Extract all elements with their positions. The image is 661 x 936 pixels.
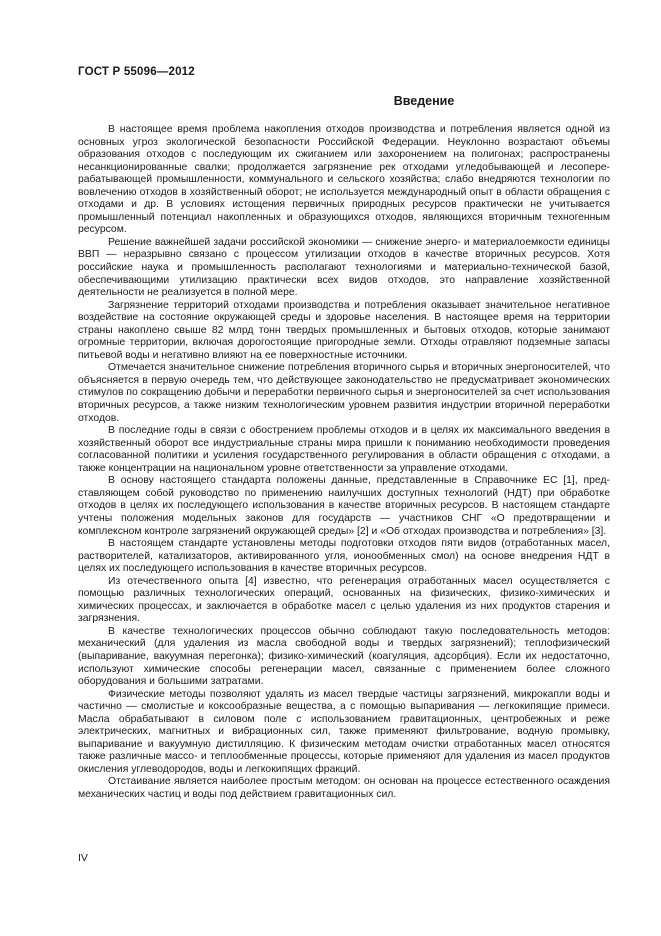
paragraph: Физические методы позволяют удалять из масел твердые частицы загрязнений, микрокапли воды и частично — смолистые и коксообразные вещества, а с помощью выпаривания — легкокипящие примеси. Масла обрабатывают в силовом поле с использованием гравитационных, центробежных и реже электрических, магнитных и вибрационных сил, также применяют фильтрование, водную промывку, выпаривание и вакуумную дистилляцию. К физическим методам очистки отработанных масел относятся также различные массо- и теплообменные процессы, которые применяют для удаления из масел продуктов окисления углеводородов, воды и легкокипящих фракций. xyxy=(78,688,610,775)
paragraph: Отмечается значительное снижение потребления вторичного сырья и вторичных энергоносителей, что объясняется в первую очередь тем, что действующее законодательство не предусматривает экономических стимулов по сокращению добычи и переработки первичного сырья и энергоносителей за счет использования вторичных ресурсов, а также низким технологическим уровнем развития индустрии вторичной переработки отходов. xyxy=(78,362,610,424)
paragraph: Из отечественного опыта [4] известно, что регенерация отработанных масел осуществляется с помощью различных технологических операций, основанных на физических, физико-химических и химических процессах, и заключается в обработке масел с целью удаления из них продуктов старения и загрязнения. xyxy=(78,575,610,625)
page-number: IV xyxy=(78,852,88,864)
paragraph: Решение важнейшей задачи российской экономики — снижение энерго- и материалоемкости единицы ВВП — неразрывно связано с процессом утилизации отходов в качестве вторичных ресурсов. Хотя российские наука и промышленность располагают технологиями и материально-технической базой, обеспечивающими утилизацию практически всех видов отходов, это направление хозяйственной деятельности не реализуется в полной мере. xyxy=(78,236,610,299)
paragraph: В основу настоящего стандарта положены данные, представленные в Справочнике ЕС [1], представляющем собой руководство по применению наилучших доступных технологий (НДТ) при обработке отходов в целях их последующего использования в качестве вторичных ресурсов. В настоящем стандарте учтены положения модельных законов для государств — участников СНГ «О предотвращении и комплексном контроле загрязнений окружающей среды» [2] и «Об отходах производства и потребления» [3]. xyxy=(78,475,610,537)
paragraph: В настоящее время проблема накопления отходов производства и потребления является одной из основных угроз экологической безопасности Российской Федерации. Неуклонно возрастают объемы образования отходов с последующим их сжиганием или захоронением на полигонах; распространены несанкционированные свалки; продолжается загрязнение рек отходами угледобывающей и лесоперерабатывающей промышленности, коммунального и сельского хозяйства; слабо внедряются технологии по вовлечению отходов в хозяйственный оборот; не используется международный опыт в области обращения с отходами и др. В условиях истощения первичных природных ресурсов практически не учитывается промышленный потенциал накопленных и образующихся отходов, являющихся вторичным техногенным ресурсом. xyxy=(78,124,610,236)
paragraph: Отстаивание является наиболее простым методом: он основан на процессе естественного осаждения механических частиц и воды под действием гравитационных сил. xyxy=(78,776,610,800)
paragraph: В качестве технологических процессов обычно соблюдают такую последовательность методов: механический (для удаления из масла свободной воды и твердых загрязнений); теплофизический (выпаривание, вакуумная перегонка); физико-химический (коагуляция, адсорбция). Если их недостаточно, используют химические способы регенерации масел, связанные с применением более сложного оборудования и большими затратами. xyxy=(78,625,610,688)
paragraph: Загрязнение территорий отходами производства и потребления оказывает значительное негативное воздействие на состояние окружающей среды и здоровье населения. В настоящее время на территории страны накоплено свыше 82 млрд тонн твердых промышленных и бытовых отходов, которые занимают огромные территории, включая дорогостоящие пригородные земли. Отходы отравляют подземные запасы питьевой воды и негативно влияют на ее поверхностные источники. xyxy=(78,299,610,361)
document-header: ГОСТ Р 55096—2012 xyxy=(78,66,195,78)
paragraph: В настоящем стандарте установлены методы подготовки отходов пяти видов (отработанных масел, растворителей, катализаторов, активированного угля, ионообменных смол) на основе внедрения НДТ в целях их последующего использования в качестве вторичных ресурсов. xyxy=(78,538,610,575)
section-title: Введение xyxy=(393,94,455,108)
document-body xyxy=(78,124,610,802)
paragraph: В последние годы в связи с обострением проблемы отходов и в целях их максимального введения в хозяйственный оборот все индустриальные страны мира пришли к пониманию необходимости проведения согласованной политики и усиления государственного регулирования в области обращения с отходами, а также концентрации на национальном уровне ответственности за управление отходами. xyxy=(78,425,610,474)
